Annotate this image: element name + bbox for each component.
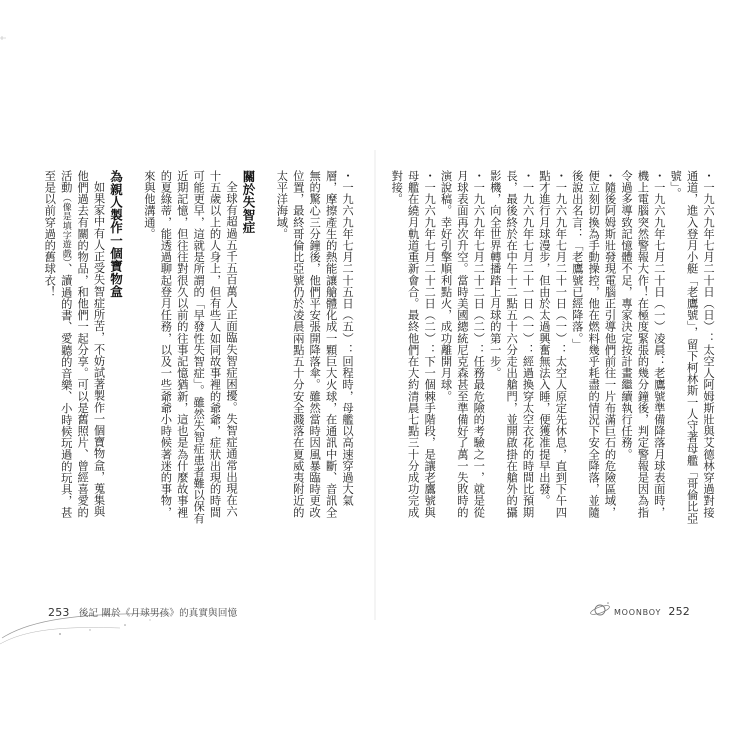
gutter bbox=[374, 150, 376, 620]
page-number-left: 253 bbox=[48, 606, 70, 619]
section-heading-treasure-box: 為親人製作一個寶物盒 bbox=[108, 170, 124, 298]
page-number-right: 252 bbox=[668, 605, 690, 618]
body-note: （像是填字遊戲） bbox=[60, 193, 71, 264]
timeline-item: ・隨後阿姆斯壯發現電腦正引導他們前往一片布滿巨石的危險區域，便立刻切換為手動操控，他在燃料幾乎耗盡的情況下安全降落，並隨後說出名言：「老鷹號已經降落。」 bbox=[570, 170, 617, 518]
planet-icon bbox=[588, 598, 612, 622]
timeline-item: ・一九六九年七月二十日（一）凌晨：老鷹號準備降落月球表面時，機上電腦突然警報大作！在極度緊張的幾分鐘後，判定警報是因為指令過多導致記憶體不足，專家決定按計畫繼續執行任務。 bbox=[619, 170, 666, 518]
running-brand: MOONBOY bbox=[613, 608, 662, 617]
timeline-item: ・一九六九年七月二十一日（一）：太空人原定先休息，直到下午四點才進行月球漫步，但由於太過興奮無法入睡，便獲准提早出發。 bbox=[537, 170, 568, 518]
body-text: 如果家中有人正受失智症所苦，不妨試著製作一個寶物盒，蒐集與他們過去有關的物品，和他們一起分享。可以是舊照片、曾經喜愛的活動 bbox=[59, 170, 106, 518]
timeline-item: ・一九六九年七月二十五日（五）：回程時，母艦以高速穿過大氣層，摩擦產生的熱能讓艙體化成一顆巨大火球，在通訊中斷、音訊全無的驚心三分鐘後，他們平安張開降落傘。雖然當時因風暴臨時更改位置，最終哥倫比亞號仍於凌晨兩點五十分安全濺落在夏威夷附近的太平洋海域。 bbox=[275, 170, 354, 518]
timeline-item: ・一九六九年七月二十二日（二）：下一個棘手階段，是讓老鷹號與母艦在繞月軌道重新會合。最終他們在大約清晨七點三十分成功完成對接。 bbox=[390, 170, 437, 518]
right-footer bbox=[614, 605, 690, 618]
timeline-item: ・一九六九年七月二十二日（二）：任務最危險的考驗之一，就是從月球表面再次升空。當時美國總統尼克森甚至準備好了萬一失敗時的演說稿。幸好引擎順利點火，成功離開月球。 bbox=[439, 170, 486, 518]
left-footer bbox=[48, 605, 237, 619]
left-page-text bbox=[41, 170, 355, 526]
section-body-treasure-box bbox=[41, 170, 107, 526]
right-page-text bbox=[388, 170, 716, 526]
running-title: 後記 關於《月球男孩》的真實與回憶 bbox=[78, 608, 238, 619]
timeline-item: ・一九六九年七月二十日（日）：太空人阿姆斯壯與艾德林穿過對接通道，進入登月小艇「老鷹號」，留下柯林斯一人守著母艦「哥倫比亞號」。 bbox=[669, 170, 715, 524]
body-text: 、讀過的書、愛聽的音樂、小時候玩過的玩具，甚至是以前穿過的舊球衣！ bbox=[43, 170, 73, 519]
timeline-item: ・一九六九年七月二十一日（一）：經過換穿太空衣花的時間比預期長，最後終於在中午十二點五十六分走出艙門，並開啟掛在艙外的攝影機，向全世界轉播踏上月球的第一步。 bbox=[488, 170, 535, 518]
orbit-swoosh-decoration bbox=[0, 590, 180, 650]
section-body-dementia: 全球有超過五千五百萬人正面臨失智症困擾。失智症通常出現在六十五歲以上的人身上，但有些人如同故事裡的爺爺，症狀出現的時間可能更早，這就是所謂的「早發性失智症」。雖然失智症患者難以保有近期記憶，但往往對很久以前的往事記憶猶新，這也是為什麼故事裡的夏綠蒂，能透過聊起登月任務，以及一些爺爺小時候著迷的事物，來與他溝通。 bbox=[142, 170, 238, 524]
section-heading-dementia: 關於失智症 bbox=[240, 170, 256, 234]
